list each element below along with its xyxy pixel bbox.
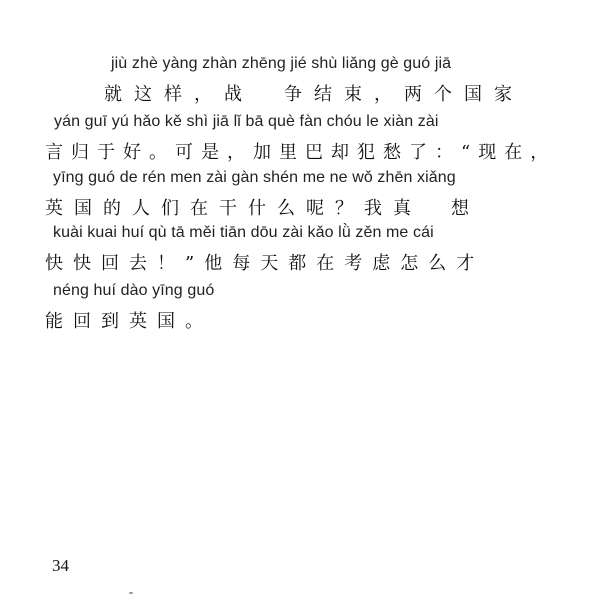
page-number: 34 bbox=[52, 556, 69, 575]
hanzi-line-4: 快快回去！”他每天都在考虑怎么才 bbox=[45, 253, 485, 274]
hanzi-line-5: 能回到英国。 bbox=[45, 311, 213, 332]
scan-speck bbox=[129, 592, 133, 594]
hanzi-line-2: 言归于好。可是，加里巴却犯愁了：“现在， bbox=[45, 142, 557, 163]
hanzi-line-1: 就这样，战 争结束，两个国家 bbox=[104, 84, 524, 105]
pinyin-line-4: kuài kuai huí qù tā měi tiān dōu zài kǎo lǜ zěn me cái bbox=[53, 224, 434, 241]
pinyin-line-5: néng huí dào yīng guó bbox=[53, 282, 215, 299]
pinyin-line-2: yán guī yú hǎo kě shì jiā lǐ bā què fàn chóu le xiàn zài bbox=[54, 113, 439, 130]
pinyin-line-1: jiù zhè yàng zhàn zhēng jié shù liǎng gè guó jiā bbox=[111, 55, 452, 72]
hanzi-line-3: 英国的人们在干什么呢？我真 想 bbox=[45, 198, 480, 219]
pinyin-line-3: yīng guó de rén men zài gàn shén me ne wǒ zhēn xiǎng bbox=[53, 169, 456, 186]
